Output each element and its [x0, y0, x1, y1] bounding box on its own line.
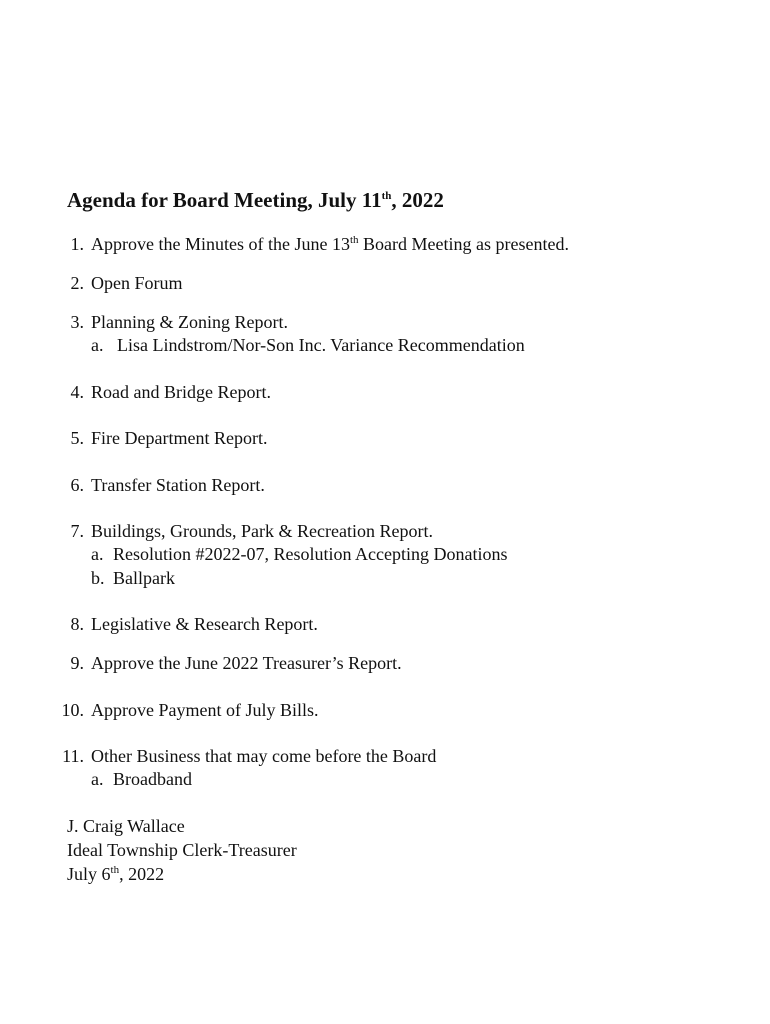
signature-date-sup: th: [110, 864, 120, 876]
item-number: 10.: [61, 700, 84, 720]
subitem-letter: b.: [91, 568, 105, 588]
item-number: 4.: [70, 382, 84, 402]
item-text: Road and Bridge Report.: [91, 382, 271, 402]
signature-date-main: July 6: [67, 864, 111, 884]
item-number: 7.: [70, 521, 84, 541]
subitem-letter: a.: [91, 769, 104, 789]
subitem-letter: a.: [91, 544, 104, 564]
signature-block: [67, 814, 297, 886]
item-text-sup: th: [349, 234, 359, 246]
item-text: [91, 233, 569, 256]
agenda-title-sup: th: [381, 190, 392, 202]
subitem-text: Ballpark: [113, 568, 175, 588]
subitem-text: Broadband: [113, 769, 192, 789]
item-number: 9.: [70, 653, 84, 673]
signature-date: [67, 862, 297, 886]
item-number: 6.: [70, 475, 84, 495]
item-text: Open Forum: [91, 273, 183, 293]
item-number: 2.: [70, 273, 84, 293]
subitem-text: Lisa Lindstrom/Nor-Son Inc. Variance Recommendation: [117, 335, 525, 355]
item-text: Fire Department Report.: [91, 428, 268, 448]
item-number: 3.: [70, 312, 84, 332]
item-text-pre: Approve the Minutes of the June 13: [91, 234, 350, 254]
item-text: Transfer Station Report.: [91, 475, 265, 495]
signature-date-year: , 2022: [119, 864, 165, 884]
item-text-post: Board Meeting as presented.: [358, 234, 569, 254]
item-text: Planning & Zoning Report.: [91, 312, 288, 332]
item-text: Other Business that may come before the Board: [91, 746, 437, 766]
subitem-text: Resolution #2022-07, Resolution Accepting Donations: [113, 544, 508, 564]
item-number: 5.: [70, 428, 84, 448]
item-text: Legislative & Research Report.: [91, 614, 318, 634]
item-number: 11.: [62, 746, 84, 766]
subitem-letter: a.: [91, 335, 104, 355]
item-number: 1.: [70, 234, 84, 254]
agenda-title-text: Agenda for Board Meeting, July 11: [67, 188, 382, 212]
item-text: Approve Payment of July Bills.: [91, 700, 319, 720]
agenda-title-year: , 2022: [391, 188, 444, 212]
agenda-title: [67, 186, 444, 214]
signature-role: Ideal Township Clerk-Treasurer: [67, 840, 297, 860]
item-text: Approve the June 2022 Treasurer’s Report.: [91, 653, 402, 673]
signature-name: J. Craig Wallace: [67, 816, 185, 836]
item-number: 8.: [70, 614, 84, 634]
item-text: Buildings, Grounds, Park & Recreation Report.: [91, 521, 433, 541]
